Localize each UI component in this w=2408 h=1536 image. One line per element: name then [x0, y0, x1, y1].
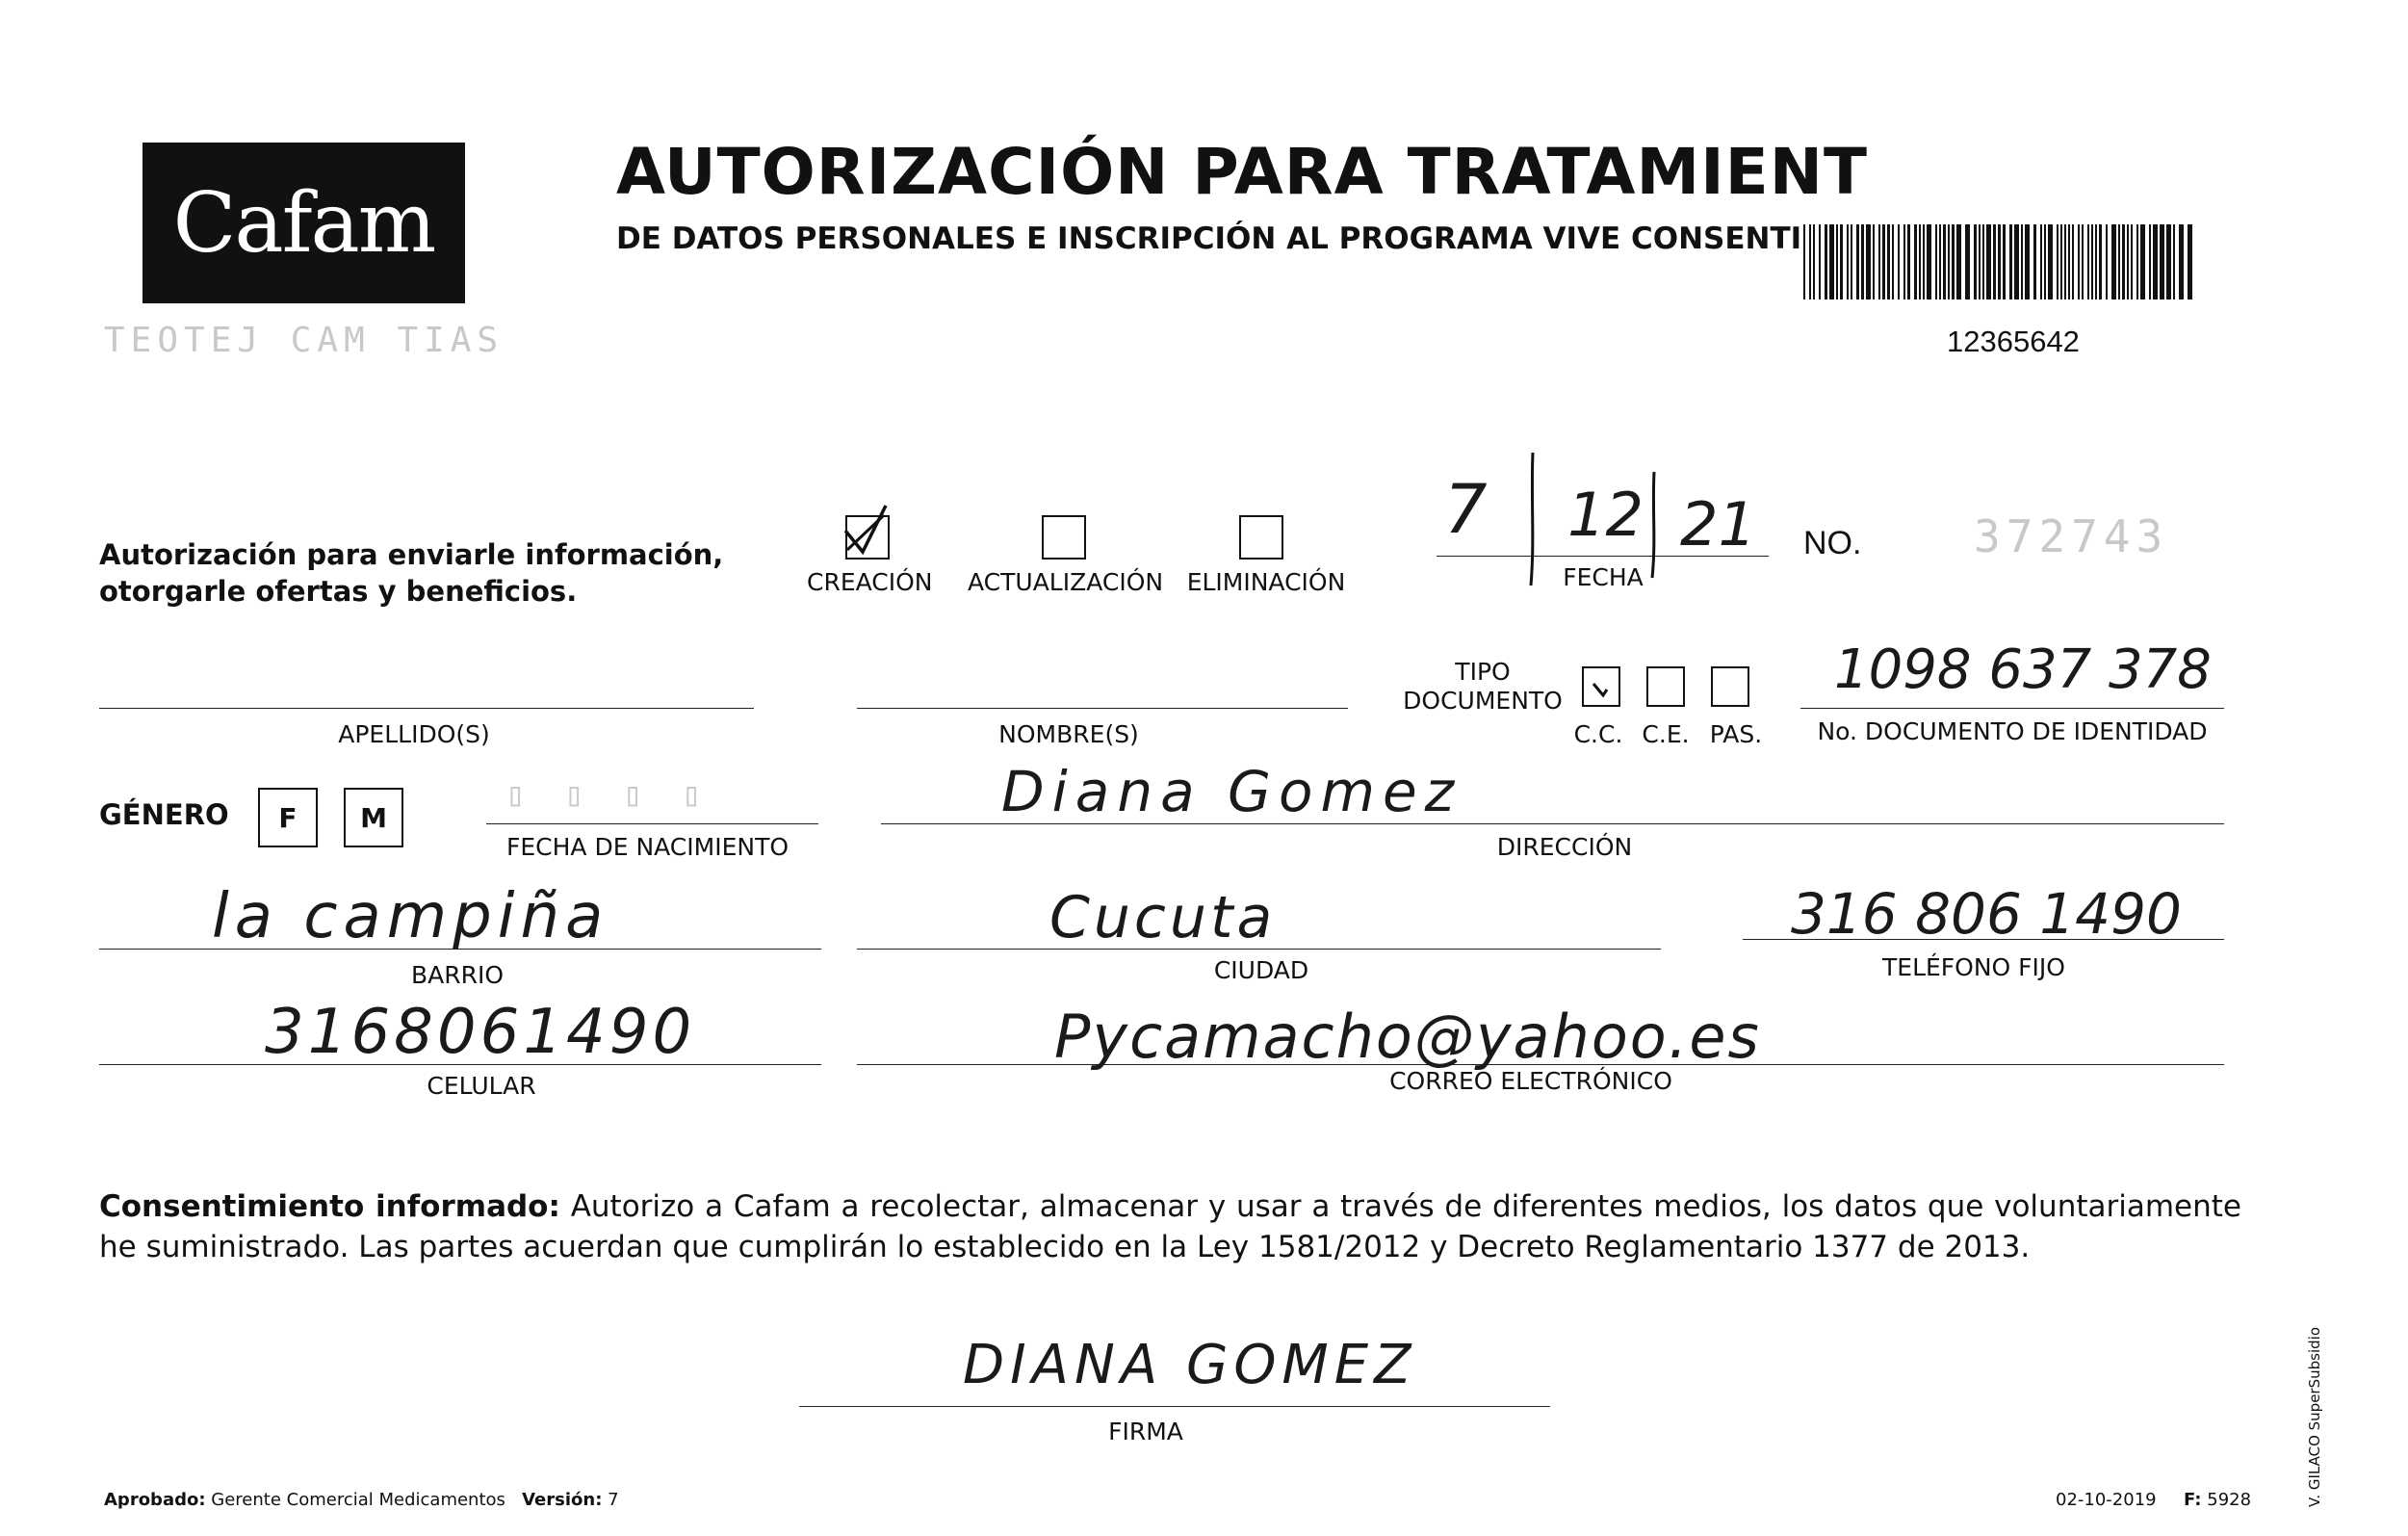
consent-lead: Consentimiento informado: [99, 1189, 560, 1224]
address-value[interactable]: Diana Gomez [1001, 759, 1463, 824]
barrio-label: BARRIO [410, 961, 505, 989]
date-year-value[interactable]: 21 [1680, 489, 1756, 560]
label-ce: C.E. [1642, 720, 1690, 748]
signature-value[interactable]: DIANA GOMEZ [963, 1334, 1417, 1396]
number-label: NO. [1803, 525, 1862, 561]
date-month-value[interactable]: 12 [1567, 480, 1644, 550]
side-vertical-text: V. GILACO SuperSubsidio [2306, 1326, 2323, 1507]
authorization-label-line1: Autorización para enviarle información, [99, 538, 724, 571]
label-pas: PAS. [1709, 720, 1763, 748]
phone-label: TELÉFONO FIJO [1882, 953, 2065, 981]
footer-form-value: 5928 [2207, 1490, 2252, 1510]
barcode-number: 12365642 [1947, 325, 2080, 358]
consent-text: Autorizo a Cafam a recolectar, almacenar y usar a través de diferentes medios, los datos que voluntariamente he suministrado. Las partes acuerdan que cumplirán lo establecido en la Ley 1581/2012 y Decreto Reglamentario 1377 de 2013. [99, 1189, 2241, 1264]
city-label: CIUDAD [1213, 956, 1309, 984]
address-label: DIRECCIÓN [1496, 833, 1633, 861]
footer-approved [104, 1490, 619, 1510]
checkbox-pas[interactable] [1711, 666, 1749, 707]
date-label: FECHA [1563, 563, 1644, 591]
footer-approved-label: Aprobado: [104, 1490, 206, 1510]
checkbox-ce[interactable] [1646, 666, 1685, 707]
city-value[interactable]: Cucuta [1049, 884, 1277, 951]
doc-number-line[interactable] [1800, 708, 2224, 709]
doc-type-label [1391, 658, 1574, 716]
faded-stamp: TEOTEJ CAM TIAS [104, 321, 505, 360]
cafam-logo: Cafam [142, 143, 465, 303]
checkmark-icon [842, 502, 890, 560]
doc-type-label-line1: TIPO [1455, 658, 1511, 686]
name-line[interactable] [857, 708, 1348, 709]
checkbox-actualizacion[interactable] [1042, 515, 1086, 560]
footer-form [2184, 1490, 2251, 1510]
consent-paragraph [99, 1186, 2241, 1267]
footer-version-label: Versión: [522, 1490, 603, 1510]
doc-number-value[interactable]: 1098 637 378 [1834, 638, 2212, 701]
birthdate-line[interactable] [486, 823, 818, 824]
doc-type-label-line2: DOCUMENTO [1403, 687, 1563, 715]
barrio-value[interactable]: la campiña [212, 881, 609, 952]
email-value[interactable]: Pycamacho@yahoo.es [1054, 1002, 1761, 1072]
checkbox-cc[interactable] [1582, 666, 1620, 707]
surname-line[interactable] [99, 708, 754, 709]
number-value: 372743 [1974, 510, 2169, 562]
signature-line[interactable] [799, 1406, 1550, 1407]
barcode [1803, 224, 2196, 299]
phone-value[interactable]: 316 806 1490 [1791, 881, 2182, 947]
label-cc: C.C. [1573, 720, 1623, 748]
checkmark-icon [1584, 668, 1618, 705]
authorization-label-line2: otorgarle ofertas y beneficios. [99, 575, 578, 608]
birthdate-faded: ▯ ▯ ▯ ▯ [505, 775, 712, 814]
footer-date: 02-10-2019 [2056, 1490, 2157, 1510]
label-eliminacion: ELIMINACIÓN [1186, 568, 1346, 596]
signature-label: FIRMA [1108, 1418, 1183, 1445]
footer-form-label: F: [2184, 1490, 2202, 1510]
footer-version-value: 7 [608, 1490, 619, 1510]
mobile-label: CELULAR [427, 1072, 536, 1100]
doc-number-label: No. DOCUMENTO DE IDENTIDAD [1817, 717, 2208, 745]
name-label: NOMBRE(S) [998, 720, 1139, 748]
label-actualizacion: ACTUALIZACIÓN [968, 568, 1164, 596]
label-creacion: CREACIÓN [807, 568, 933, 596]
footer-approved-value: Gerente Comercial Medicamentos [211, 1490, 505, 1510]
email-label: CORREO ELECTRÓNICO [1389, 1067, 1672, 1095]
gender-label: GÉNERO [99, 798, 229, 831]
checkbox-eliminacion[interactable] [1239, 515, 1283, 560]
birthdate-label: FECHA DE NACIMIENTO [505, 833, 790, 861]
gender-m-box[interactable]: M [344, 788, 403, 847]
mobile-value[interactable]: 3168061490 [265, 997, 696, 1068]
authorization-label [99, 536, 723, 610]
form-subtitle: DE DATOS PERSONALES E INSCRIPCIÓN AL PROGRAMA VIVE CONSENTI [616, 221, 1802, 256]
checkbox-creacion[interactable] [845, 515, 890, 560]
surname-label: APELLIDO(S) [338, 720, 490, 748]
date-day-value[interactable]: 7 [1444, 470, 1488, 549]
form-title: AUTORIZACIÓN PARA TRATAMIENT [616, 135, 1869, 209]
gender-f-box[interactable]: F [258, 788, 318, 847]
